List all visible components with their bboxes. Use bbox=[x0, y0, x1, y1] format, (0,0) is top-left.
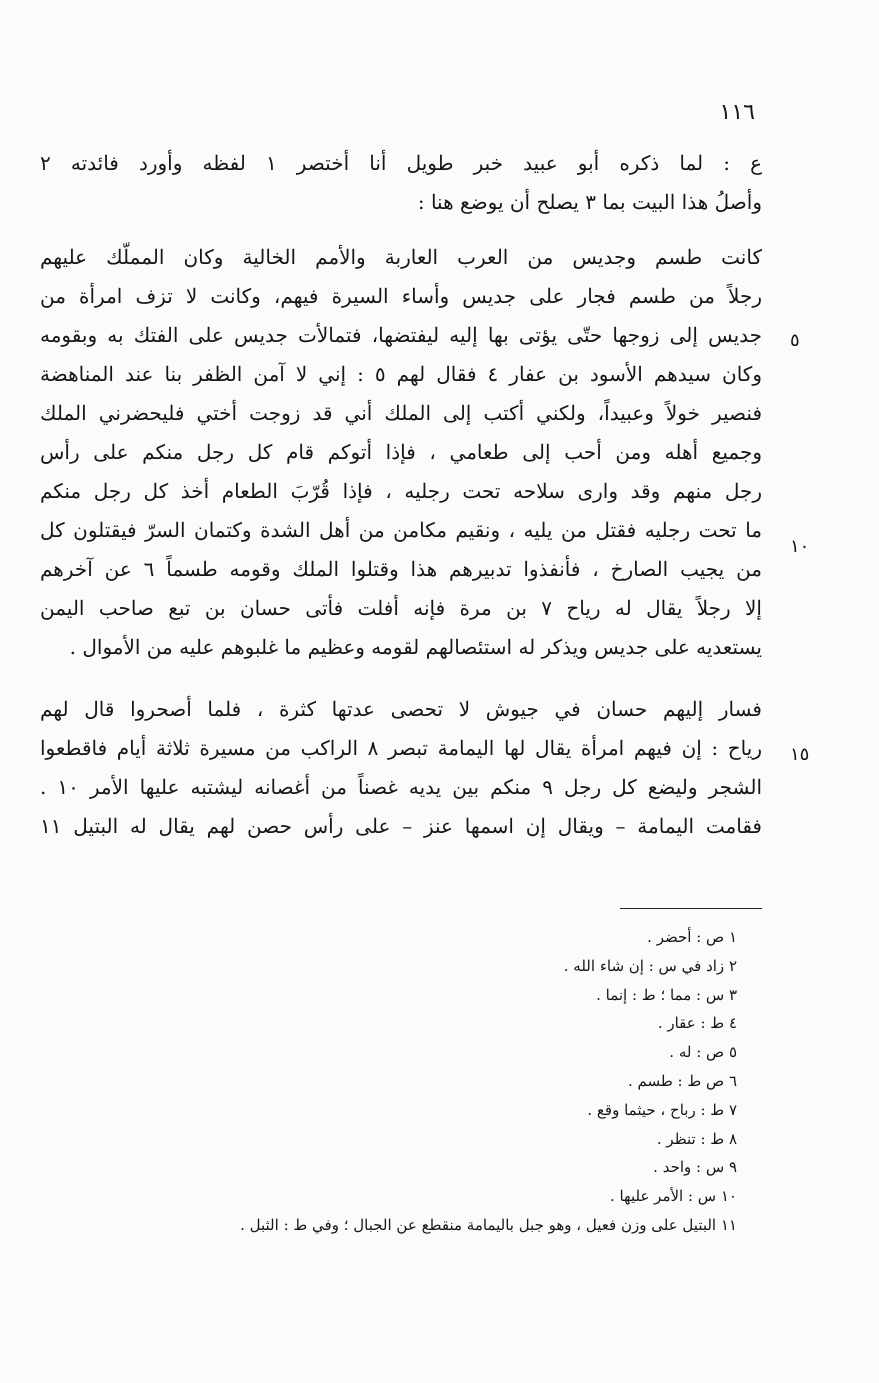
text-line: رجلاً من طسم فجار على جديس وأساء السيرة فيهم، وكانت لا تزف امرأة من bbox=[40, 284, 762, 308]
footnotes bbox=[97, 923, 737, 1240]
text-line: كانت طسم وجديس من العرب العاربة والأمم الخالية وكان المملّك عليهم bbox=[40, 245, 762, 269]
text-line: ما تحت رجليه فقتل من يليه ، ونقيم مكامن من أهل الشدة وكتمان السرّ فيقتلون كل bbox=[40, 518, 762, 542]
intro-paragraph bbox=[40, 144, 762, 222]
text-line: رجل منهم وقد وارى سلاحه تحت رجليه ، فإذا قُرّبَ الطعام أخذ كل رجل منكم bbox=[40, 479, 762, 503]
text-line: إلا رجلاً يقال له رياح ٧ بن مرة فإنه أفلت فأتى حسان بن تبع صاحب اليمن bbox=[40, 596, 762, 620]
text-line: وأصلُ هذا البيت بما ٣ يصلح أن يوضع هنا : bbox=[417, 190, 762, 214]
text-line: فنصير خولاً وعبيداً، ولكني أكتب إلى الملك أني قد زوجت أختي فليحضرني الملك bbox=[40, 401, 762, 425]
footnote: ٥ ص : له . bbox=[669, 1043, 737, 1062]
text-line: وكان سيدهم الأسود بن عفار ٤ فقال لهم ٥ : إني لا آمن الظفر بنا عند المناهضة bbox=[40, 362, 762, 386]
text-line: رياح : إن فيهم امرأة يقال لها اليمامة تبصر ٨ الراكب من مسيرة ثلاثة أيام فاقطعوا bbox=[40, 736, 762, 760]
footnote: ٣ س : مما ؛ ط : إنما . bbox=[596, 985, 737, 1004]
footnote: ٦ ص ط : طسم . bbox=[627, 1071, 737, 1090]
text-line: فقامت اليمامة – ويقال إن اسمها عنز – على رأس حصن لهم يقال له البتيل ١١ bbox=[40, 814, 762, 838]
text-line: الشجر وليضع كل رجل ٩ منكم بين يديه غصناً من أغصانه ليشتبه عليها الأمر ١٠ . bbox=[40, 775, 762, 799]
footnote: ٩ س : واحد . bbox=[653, 1158, 737, 1177]
text-line: يستعديه على جديس ويذكر له استئصالهم لقومه وعظيم ما غلبوهم عليه من الأموال . bbox=[69, 635, 762, 659]
footnote-separator bbox=[620, 908, 762, 909]
line-marker-10: ١٠ bbox=[790, 536, 810, 557]
text-line: فسار إليهم حسان في جيوش لا تحصى عدتها كثرة ، فلما أصحروا قال لهم bbox=[40, 697, 762, 721]
page-number: ١١٦ bbox=[719, 100, 755, 125]
line-marker-5: ٥ bbox=[790, 330, 800, 351]
line-marker-15: ١٥ bbox=[790, 744, 810, 765]
footnote: ٨ ط : تنظر . bbox=[656, 1129, 737, 1148]
footnote: ١ ص : أحضر . bbox=[647, 928, 737, 946]
army-paragraph bbox=[40, 690, 762, 846]
story-paragraph bbox=[40, 238, 762, 667]
footnote: ٧ ط : رباح ، حيثما وقع . bbox=[587, 1100, 737, 1119]
text-line: وجميع أهله ومن أحب إلى طعامي ، فإذا أتوكم قام كل رجل منكم على رأس bbox=[40, 440, 762, 464]
footnote: ٤ ط : عقار . bbox=[657, 1014, 737, 1033]
footnote: ٢ زاد في س : إن شاء الله . bbox=[563, 956, 737, 975]
footnote: ١١ البتيل على وزن فعيل ، وهو جبل باليمامة منقطع عن الجبال ؛ وفي ط : الثبل . bbox=[240, 1215, 737, 1234]
text-line: ع : لما ذكره أبو عبيد خبر طويل أنا أختصر ١ لفظه وأورد فائدته ٢ bbox=[40, 151, 762, 175]
footnote: ١٠ س : الأمر عليها . bbox=[609, 1187, 737, 1206]
text-line: جديس إلى زوجها حتّى يؤتى بها إليه ليفتضها، فتمالأت جديس على الفتك به وبقومه bbox=[40, 323, 762, 347]
text-line: من يجيب الصارخ ، فأنفذوا تدبيرهم هذا وقتلوا الملك وقومه طسماً ٦ عن آخرهم bbox=[40, 557, 762, 581]
